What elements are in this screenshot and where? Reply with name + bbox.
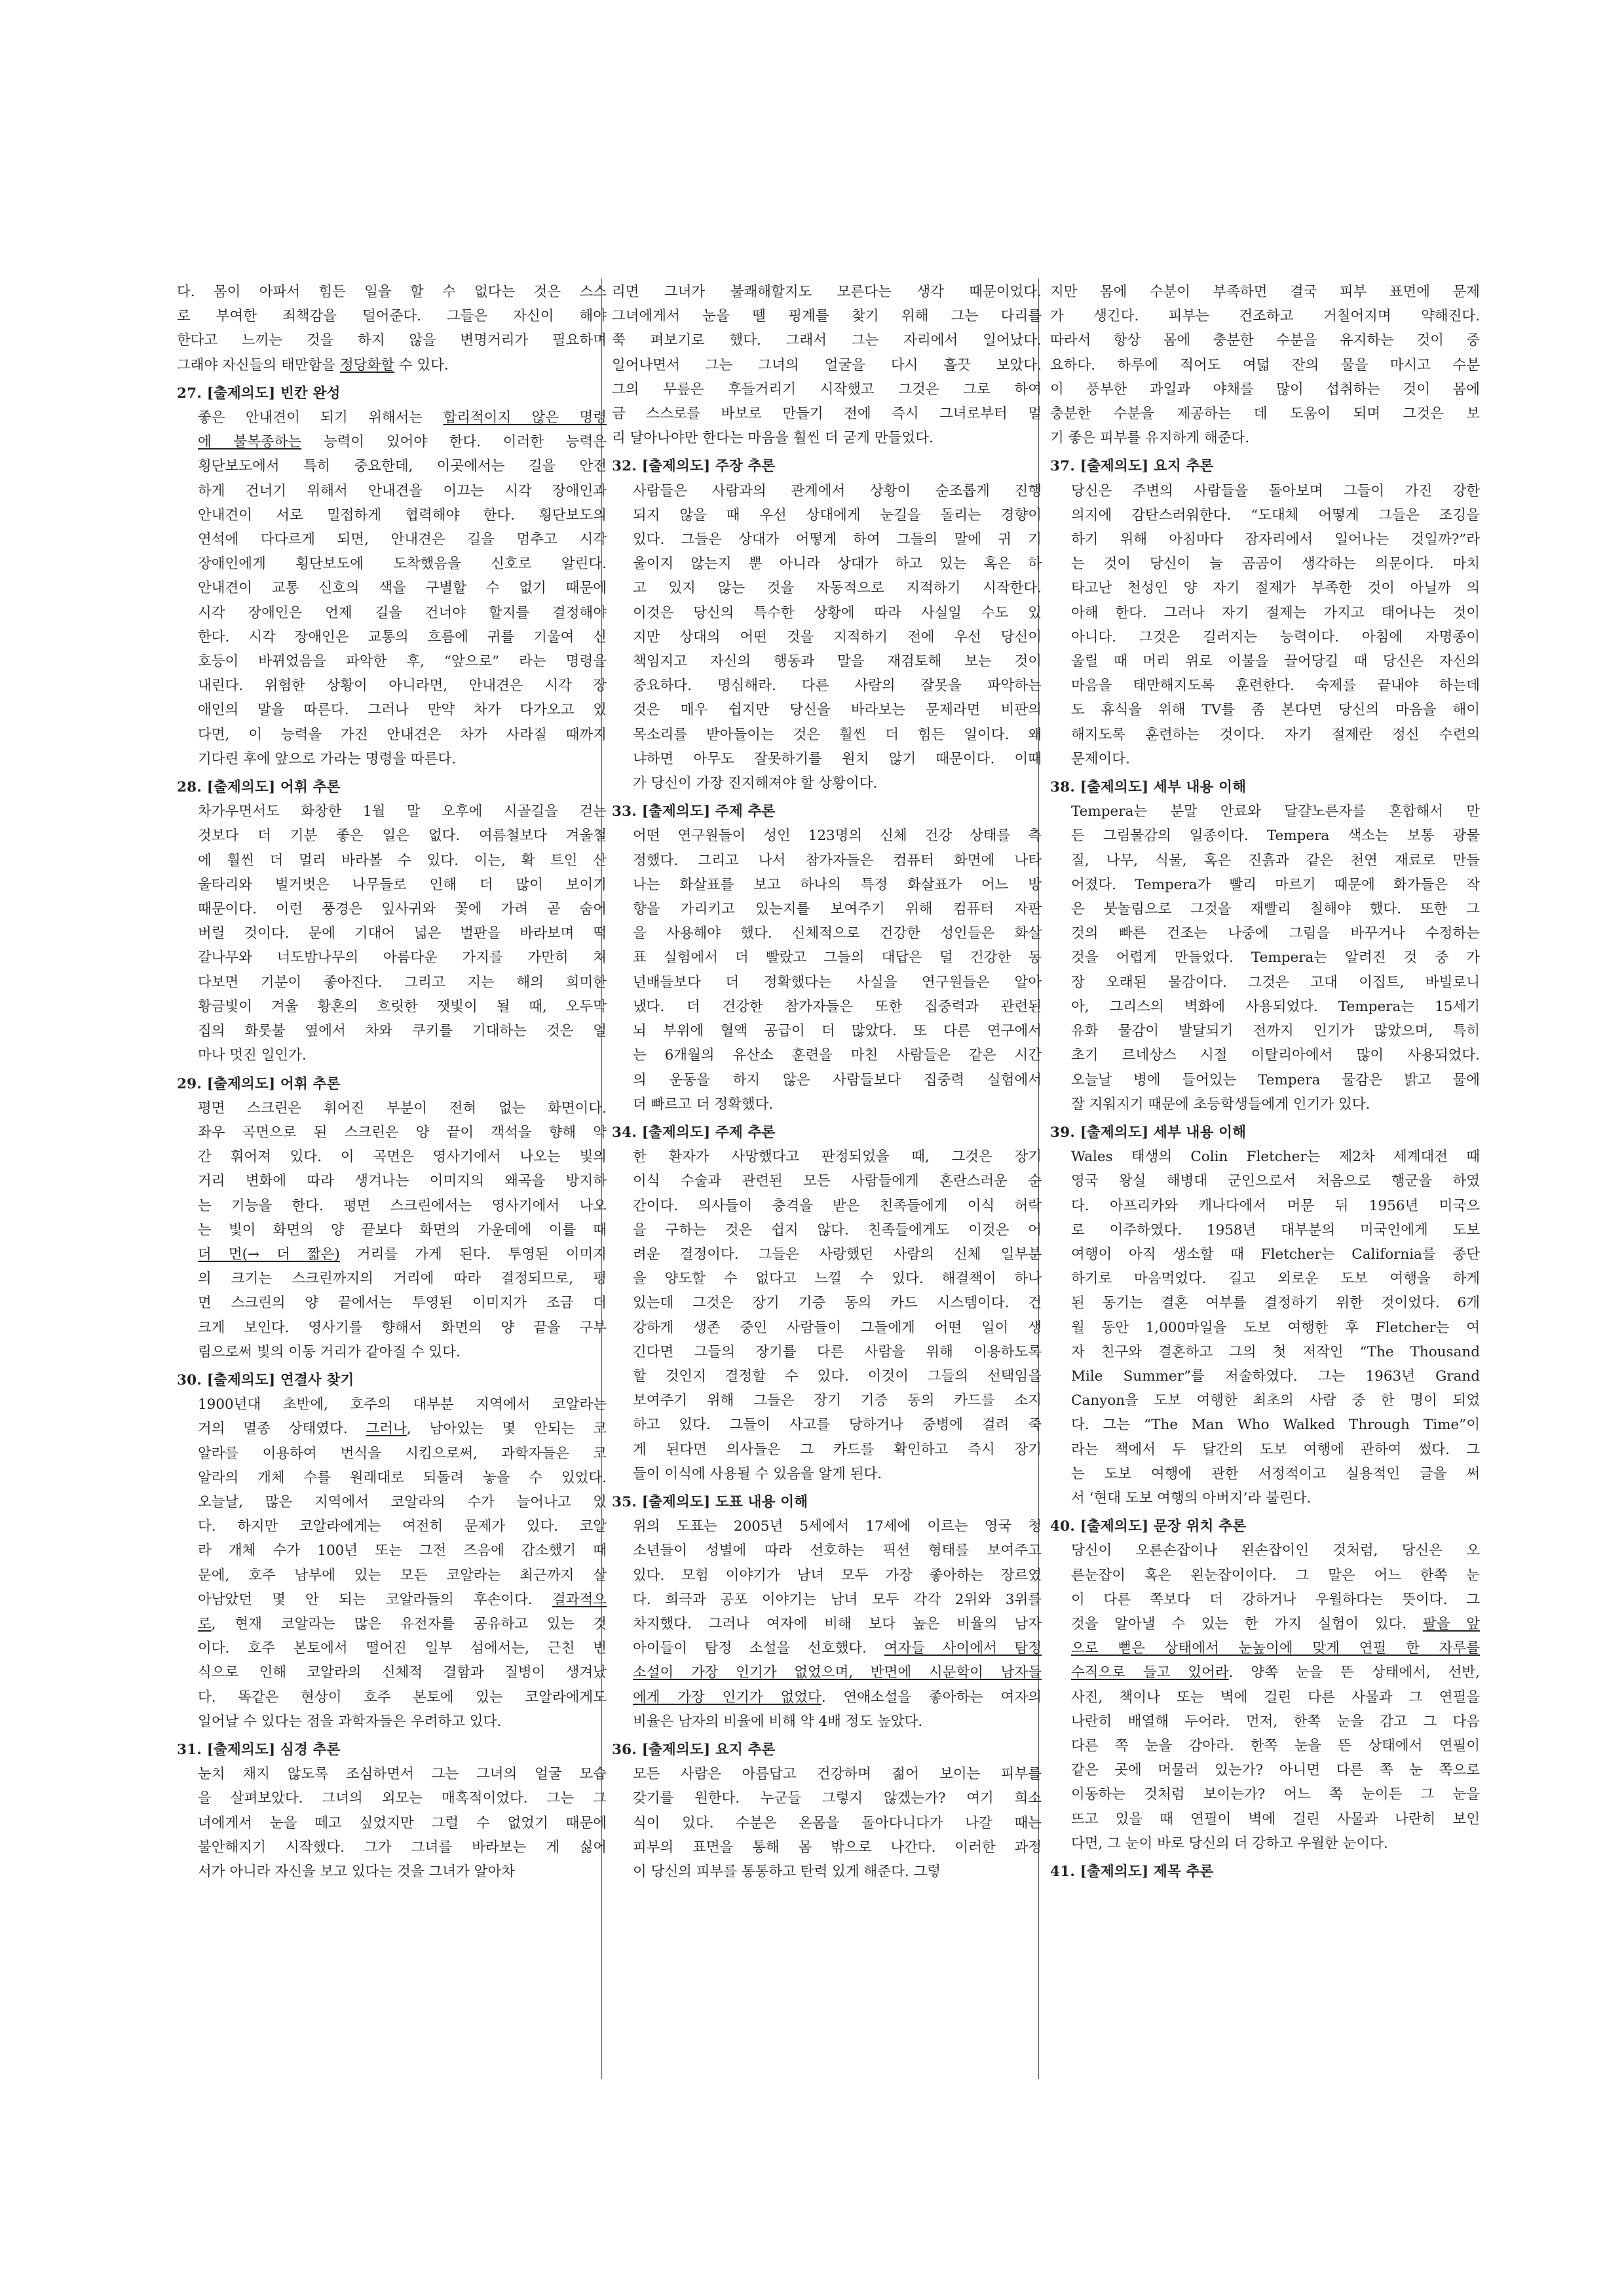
underlined-text: 팔을 앞 [1422, 1615, 1480, 1632]
text-line: 알라의 개체 수를 원래대로 되돌려 놓을 수 있었다. [198, 1469, 607, 1486]
text-line: 도 휴식을 위해 TV를 좀 본다면 당신의 마음을 해이 [1071, 702, 1480, 719]
text-segment: 아남았던 몇 안 되는 코알라들의 후손이다. [198, 1591, 552, 1608]
section-body [177, 1392, 607, 1734]
answer-section [1050, 454, 1480, 771]
section-body [612, 1514, 1042, 1734]
text-segment: . 연애소설을 좋아하는 여자의 [821, 1689, 1042, 1706]
text-line: 지만 상대의 어떤 것을 지적하기 전에 우선 당신이 [633, 628, 1042, 645]
text-line: 강하게 생존 중인 사람들이 그들에게 어떤 일이 생 [633, 1319, 1042, 1336]
text-line: 호등이 바뀌었음을 파악한 후, “앞으로” 라는 명령을 [198, 653, 607, 670]
text-segment: 그래야 자신들의 태만함을 [177, 356, 340, 373]
section-body [612, 1762, 1042, 1884]
text-line: 는 기능을 한다. 평면 스크린에서는 영사기에서 나오 [198, 1197, 607, 1214]
answer-section [612, 1738, 1042, 1884]
section-body [177, 1096, 607, 1364]
text-line [198, 1242, 607, 1267]
text-line: 아해 한다. 그러나 자기 절제는 가지고 태어나는 것이 [1071, 604, 1480, 621]
text-line: 하고 있다. 그들이 사고를 당하거나 중병에 걸려 죽 [633, 1417, 1042, 1434]
section-heading: 33. [출제의도] 주제 추론 [612, 803, 776, 820]
text-line: 식이 있다. 수분은 온몸을 돌아다니다가 나갈 때는 [633, 1814, 1042, 1831]
continued-passage [612, 280, 1042, 450]
text-line: 질, 나무, 식물, 혹은 진흙과 같은 천연 재료로 만들 [1071, 852, 1480, 869]
text-line: 여행이 아직 생소할 때 Fletcher는 California를 종단 [1071, 1246, 1480, 1263]
text-line: 때문이다. 이런 풍경은 잎사귀와 꽃에 가려 곧 숨어 [198, 901, 607, 918]
section-body [1050, 1539, 1480, 1856]
text-line: 이식 수술과 관련된 모든 사람들에게 혼란스러운 순 [633, 1173, 1042, 1190]
text-line: 냐하면 아무도 잘못하기를 원치 않기 때문이다. 이때 [633, 750, 1042, 767]
text-line: Tempera는 분말 안료와 달걀노른자를 혼합해서 만 [1071, 803, 1480, 820]
text-line: 잘 지워지기 때문에 초등학생들에게 인기가 있다. [1071, 1096, 1370, 1113]
text-line: Mile Summer”를 저술하였다. 그는 1963년 Grand [1071, 1368, 1480, 1385]
text-line: 금 스스로를 바보로 만들기 전에 즉시 그녀로부터 멀 [612, 406, 1042, 423]
section-heading: 32. [출제의도] 주장 추론 [612, 458, 776, 475]
text-line: 라는 책에서 두 달간의 도보 여행에 관하여 썼다. 그 [1071, 1441, 1480, 1458]
text-segment: . 양쪽 눈을 뜬 상태에서, 선반, [1228, 1664, 1480, 1681]
text-line: 알라를 이용하여 번식을 시킴으로써, 과학자들은 코 [198, 1445, 607, 1462]
text-line: 의지에 감탄스러워한다. “도대체 어떻게 그들은 조깅을 [1071, 507, 1480, 524]
section-body [612, 280, 1042, 450]
text-line: 일어나면서 그는 그녀의 얼굴을 다시 흘끗 보았다. [612, 356, 1042, 373]
text-line: 차지했다. 그러나 여자에 비해 보다 높은 비율의 남자 [633, 1615, 1042, 1632]
text-line: 이것은 당신의 특수한 상황에 따라 사실일 수도 있 [633, 604, 1042, 621]
text-line: 아니다. 그것은 길러지는 능력이다. 아침에 자명종이 [1071, 628, 1480, 645]
section-body [1050, 280, 1480, 450]
underlined-text: 에게 가장 인기가 없었다 [633, 1689, 821, 1706]
text-line: 쭉 펴보기로 했다. 그래서 그는 자리에서 일어났다. [612, 332, 1042, 349]
text-line: 는 도보 여행에 관한 서정적이고 실용적인 글을 써 [1071, 1465, 1480, 1482]
section-heading: 29. [출제의도] 어휘 추론 [177, 1075, 341, 1092]
text-segment: 수 있다. [394, 356, 449, 373]
section-heading: 35. [출제의도] 도표 내용 이해 [612, 1493, 808, 1510]
text-segment: , 현재 코알라는 많은 유전자를 공유하고 있는 것 [211, 1615, 607, 1632]
text-line: 1900년대 초반에, 호주의 대부분 지역에서 코알라는 [198, 1396, 607, 1413]
section-heading: 27. [출제의도] 빈칸 완성 [177, 385, 341, 402]
text-line: 간이다. 의사들이 충격을 받은 친족들에게 이식 허락 [633, 1197, 1042, 1214]
text-line: Wales 태생의 Colin Fletcher는 제2차 세계대전 때 [1071, 1149, 1480, 1166]
text-line: 녀에게서 눈을 떼고 싶었지만 그럴 수 없었기 때문에 [198, 1814, 607, 1831]
text-line: 지만 몸에 수분이 부족하면 결국 피부 표면에 문제 [1050, 284, 1480, 300]
text-line: 초기 르네상스 시절 이탈리아에서 많이 사용되었다. [1071, 1047, 1480, 1064]
underlined-text: 합리적이지 않은 명령 [443, 410, 607, 427]
text-line: 긴다면 그들의 장기를 다른 사람을 위해 이용하도록 [633, 1343, 1042, 1360]
text-line: 크게 보인다. 영사기를 향해서 화면의 양 끝을 구부 [198, 1319, 607, 1336]
text-line: Canyon을 도보 여행한 최초의 사람 중 한 명이 되었 [1071, 1392, 1480, 1409]
text-line: 고 있지 않는 것을 자동적으로 지적하기 시작한다. [633, 580, 1042, 597]
section-heading: 30. [출제의도] 연결사 찾기 [177, 1371, 354, 1388]
text-line: 이 풍부한 과일과 야채를 많이 섭취하는 것이 몸에 [1050, 381, 1480, 398]
text-line: 내린다. 위험한 상황이 아니라면, 안내견은 시각 장 [198, 678, 607, 695]
section-body [177, 406, 607, 771]
text-line: 월 동안 1,000마일을 도보 여행한 후 Fletcher는 여 [1071, 1319, 1480, 1336]
text-line [198, 1612, 607, 1636]
section-heading: 34. [출제의도] 주제 추론 [612, 1124, 776, 1141]
text-line: 다. 하지만 코알라에게는 여전히 문제가 있다. 코알 [198, 1518, 607, 1535]
underlined-text: 여자들 사이에서 탐정 [884, 1640, 1042, 1657]
continued-passage [1050, 280, 1480, 450]
text-line: 어떤 연구원들이 성인 123명의 신체 건강 상태를 측 [633, 828, 1042, 845]
text-line: 다. 희극과 공포 이야기는 남녀 모두 각각 2위와 3위를 [633, 1591, 1042, 1608]
text-line: 중요하다. 명심해라. 다른 사람의 잘못을 파악하는 [633, 678, 1042, 695]
text-segment: , 남아있는 몇 안되는 코 [406, 1421, 607, 1438]
underlined-text: 으로 뻗은 상태에서 눈높이에 맞게 연필 한 자루를 [1071, 1640, 1480, 1657]
text-line: 서 ‘현대 도보 여행의 아버지’라 불린다. [1071, 1489, 1312, 1506]
text-line: 울타리와 벌거벗은 나무들로 인해 더 많이 보이기 [198, 876, 607, 893]
text-line: 에 훨씬 더 멀리 바라볼 수 있다. 이는, 확 트인 산 [198, 852, 607, 869]
answer-section [1050, 1120, 1480, 1510]
text-line: 이 당신의 피부를 통통하고 탄력 있게 해준다. 그렇 [633, 1864, 941, 1880]
text-line: 당신이 오른손잡이나 왼손잡이인 것처럼, 당신은 오 [1071, 1542, 1480, 1559]
text-segment: 거리를 가게 된다. 투영된 이미지 [339, 1246, 607, 1263]
answer-section [612, 1490, 1042, 1734]
text-line: 한 환자가 사망했다고 판정되었을 때, 그것은 장기 [633, 1149, 1042, 1166]
text-line: 연석에 다다르게 되면, 안내견은 길을 멈추고 시각 [198, 531, 607, 548]
text-line: 하기 위해 아침마다 잠자리에서 일어나는 것일까?”라 [1071, 531, 1480, 548]
text-line: 냈다. 더 건강한 참가자들은 또한 집중력과 관련된 [633, 998, 1042, 1015]
section-heading: 36. [출제의도] 요지 추론 [612, 1741, 776, 1758]
text-line: 것의 빠른 건조는 나중에 그림을 바꾸거나 수정하는 [1071, 925, 1480, 942]
underlined-text: 그러나 [366, 1421, 407, 1438]
text-line: 장 오래된 물감이다. 그것은 고대 이집트, 바빌로니 [1071, 974, 1480, 991]
text-line: 들이 이식에 사용될 수 있음을 알게 된다. [633, 1465, 882, 1482]
section-body [1050, 799, 1480, 1117]
continued-passage [177, 280, 607, 377]
text-line: 것을 어렵게 만들었다. Tempera는 알려진 것 중 가 [1071, 949, 1480, 966]
text-line: 다. 아프리카와 캐나다에서 머문 뒤 1956년 미국으 [1071, 1197, 1480, 1214]
text-line: 문에, 호주 남부에 있는 모든 코알라는 최근까지 살 [198, 1567, 607, 1584]
text-column-left [177, 280, 607, 1884]
section-heading: 28. [출제의도] 어휘 추론 [177, 779, 341, 796]
text-line: 아, 그리스의 벽화에 사용되었다. Tempera는 15세기 [1071, 998, 1480, 1015]
text-line: 오늘날, 많은 지역에서 코알라의 수가 늘어나고 있 [198, 1493, 607, 1510]
answer-section [177, 775, 607, 1067]
text-line: 의 운동을 하지 않은 사람들보다 집중력 실험에서 [633, 1071, 1042, 1088]
text-line: 영국 왕실 해병대 군인으로서 처음으로 행군을 하였 [1071, 1173, 1480, 1190]
text-line: 눈치 채지 않도록 조심하면서 그는 그녀의 얼굴 모습 [198, 1766, 607, 1783]
section-heading: 41. [출제의도] 제목 추론 [1050, 1864, 1214, 1880]
text-line: 다른 쪽 눈을 감아라. 한쪽 눈을 뜬 상태에서 연필이 [1071, 1737, 1480, 1754]
text-line: 간 휘어져 있다. 이 곡면은 영사기에서 나오는 빛의 [198, 1149, 607, 1166]
text-line: 다면, 그 눈이 바로 당신의 더 강하고 우월한 눈이다. [1071, 1835, 1388, 1852]
text-line [198, 1588, 607, 1612]
answer-section [177, 1738, 607, 1884]
section-body [177, 280, 607, 377]
text-line: 유화 물감이 발달되기 전까지 인기가 많았으며, 특히 [1071, 1023, 1480, 1040]
text-line: 된 동기는 결혼 여부를 결정하기 위한 것이었다. 6개 [1071, 1295, 1480, 1312]
text-line: 것보다 더 기분 좋은 일은 없다. 여름철보다 겨울철 [198, 828, 607, 845]
text-line: 을 사용해야 했다. 신체적으로 건강한 성인들은 화살 [633, 925, 1042, 942]
text-line: 나는 화살표를 보고 하나의 특정 화살표가 어느 방 [633, 876, 1042, 893]
text-line: 울릴 때 머리 위로 이불을 끌어당길 때 당신은 자신의 [1071, 653, 1480, 670]
text-line: 황금빛이 겨울 황혼의 흐릿한 잿빛이 될 때, 오두막 [198, 998, 607, 1015]
text-line: 정했다. 그리고 나서 참가자들은 컴퓨터 화면에 나타 [633, 852, 1042, 869]
text-line: 나란히 배열해 두어라. 먼저, 한쪽 눈을 감고 그 다음 [1071, 1713, 1480, 1730]
text-line: 리면 그녀가 불쾌해할지도 모른다는 생각 때문이었다. [612, 284, 1042, 300]
text-line: 다. 그는 “The Man Who Walked Through Time”이 [1071, 1417, 1480, 1434]
text-line: 시각 장애인은 언제 길을 건너야 할지를 결정해야 [198, 604, 607, 621]
text-line: 문제이다. [1071, 750, 1130, 767]
text-line: 로 이주하였다. 1958년 대부분의 미국인에게 도보 [1071, 1221, 1480, 1238]
text-line: 타고난 천성인 양 자기 절제가 부족한 것이 아닐까 의 [1071, 580, 1480, 597]
text-line: 해지도록 훈련하는 것이다. 자기 절제란 정신 수련의 [1071, 726, 1480, 743]
text-line [633, 1685, 1042, 1710]
underlined-text: 결과적으 [552, 1591, 607, 1608]
answer-section [612, 1120, 1042, 1486]
text-line: 충분한 수분을 제공하는 데 도움이 되며 그것은 보 [1050, 406, 1480, 423]
text-segment: 능력이 있어야 한다. 이러한 능력은 [301, 434, 607, 451]
text-line: 을 구하는 것은 쉽지 않다. 친족들에게도 이것은 어 [633, 1221, 1042, 1238]
text-line: 다. 똑같은 현상이 호주 본토에 있는 코알라에게도 [198, 1689, 607, 1706]
text-line: 기다린 후에 앞으로 가라는 명령을 따른다. [198, 750, 457, 767]
text-line: 면 스크린의 양 끝에서는 투영된 이미지가 조금 더 [198, 1295, 607, 1312]
text-line: 을 양도할 수 없다고 느낄 수 있다. 해결책이 하나 [633, 1271, 1042, 1288]
answer-section [177, 381, 607, 771]
answer-section [177, 1072, 607, 1364]
text-column-middle [612, 280, 1042, 1884]
section-body [177, 799, 607, 1067]
underlined-text: 로 [198, 1615, 212, 1632]
text-line: 은 붓놀림으로 그것을 재빨리 칠해야 했다. 또한 그 [1071, 901, 1480, 918]
text-line: 일어날 수 있다는 점을 과학자들은 우려하고 있다. [198, 1713, 502, 1730]
text-line: 서가 아니라 자신을 보고 있다는 것을 그녀가 알아차 [198, 1864, 515, 1880]
text-line: 는 6개월의 유산소 훈련을 마친 사람들은 같은 시간 [633, 1047, 1042, 1064]
text-line: 있는데 그것은 장기 기증 동의 카드 시스템이다. 건 [633, 1295, 1042, 1312]
section-body [612, 1145, 1042, 1486]
text-line: 한다고 느끼는 것을 하지 않을 변명거리가 필요하며 [177, 332, 607, 349]
text-line: 라 개체 수가 100년 또는 그전 즈음에 감소했기 때 [198, 1542, 607, 1559]
text-line: 한다. 시각 장애인은 교통의 흐름에 귀를 기울여 신 [198, 628, 607, 645]
text-line [633, 1636, 1042, 1660]
text-line: 어졌다. Tempera가 빨리 마르기 때문에 화가들은 작 [1071, 876, 1480, 893]
text-line: 는 것이 당신이 늘 곰곰이 생각하는 의문이다. 마치 [1071, 556, 1480, 573]
text-line: 기 좋은 피부를 유지하게 해준다. [1050, 430, 1250, 447]
answer-section [177, 1368, 607, 1734]
text-segment: 것을 알아낼 수 있는 한 가지 실험이 있다. [1071, 1615, 1423, 1632]
underlined-text: 더 먼(→ 더 짧은) [198, 1246, 340, 1263]
text-line: 오늘날 병에 들어있는 Tempera 물감은 밝고 물에 [1071, 1071, 1480, 1088]
text-line: 집의 화롯불 옆에서 차와 쿠키를 기대하는 것은 얼 [198, 1023, 607, 1040]
text-line: 차가우면서도 화창한 1월 말 오후에 시골길을 걷는 [198, 803, 607, 820]
text-line: 다보면 기분이 좋아진다. 그리고 지는 해의 희미한 [198, 974, 607, 991]
section-heading: 40. [출제의도] 문장 위치 추론 [1050, 1518, 1247, 1535]
section-heading: 39. [출제의도] 세부 내용 이해 [1050, 1124, 1247, 1141]
text-line: 이동하는 것처럼 보이는가? 어느 쪽 눈이든 그 눈을 [1071, 1786, 1480, 1803]
answer-section [1050, 775, 1480, 1117]
text-line: 년배들보다 더 정확했다는 사실을 연구원들은 알아 [633, 974, 1042, 991]
text-line: 뇌 부위에 혈액 공급이 더 많았다. 또 다른 연구에서 [633, 1023, 1042, 1040]
text-line: 위의 도표는 2005년 5세에서 17세에 이르는 영국 청 [633, 1518, 1042, 1535]
text-line: 목소리를 받아들이는 것은 훨씬 더 힘든 일이다. 왜 [633, 726, 1042, 743]
text-line: 있다. 모험 이야기가 남녀 모두 가장 좋아하는 장르였 [633, 1567, 1042, 1584]
answer-section [1050, 1514, 1480, 1856]
text-line: 마나 멋진 일인가. [198, 1047, 307, 1064]
text-line [1071, 1636, 1480, 1660]
section-body [1050, 1145, 1480, 1510]
text-segment: 거의 멸종 상태였다. [198, 1421, 366, 1438]
text-line: 의 크기는 스크린까지의 거리에 따라 결정되므로, 평 [198, 1271, 607, 1288]
text-line: 요하다. 하루에 적어도 여덟 잔의 물을 마시고 수분 [1050, 356, 1480, 373]
text-line: 것은 매우 쉽지만 당신을 바라보는 문제라면 비판의 [633, 702, 1042, 719]
text-line: 림으로써 빛의 이동 거리가 같아질 수 있다. [198, 1343, 461, 1360]
text-line: 책임지고 자신의 행동과 말을 재검토해 보는 것이 [633, 653, 1042, 670]
text-line: 같은 곳에 머물러 있는가? 아니면 다른 쪽 눈 쪽으로 [1071, 1762, 1480, 1779]
text-line: 갖기를 원한다. 누군들 그렇지 않겠는가? 여기 희소 [633, 1790, 1042, 1807]
answer-section [612, 799, 1042, 1117]
text-line: 는 빛이 화면의 양 끝보다 화면의 가운데에 이를 때 [198, 1221, 607, 1238]
answer-section [612, 454, 1042, 795]
text-segment: 아이들이 탐정 소설을 선호했다. [633, 1640, 884, 1657]
underlined-text: 수직으로 들고 있어라 [1071, 1664, 1229, 1681]
text-line: 피부의 표면을 통해 몸 밖으로 나간다. 이러한 과정 [633, 1839, 1042, 1856]
text-line: 이 다른 쪽보다 더 강하거나 우월하다는 뜻이다. 그 [1071, 1591, 1480, 1608]
text-line: 표 실험에서 더 빨랐고 그들의 대답은 덜 건강한 동 [633, 949, 1042, 966]
underlined-text: 소설이 가장 인기가 없었으며, 반면에 시문학이 남자들 [633, 1664, 1042, 1681]
text-line: 사람들은 사람과의 관계에서 상황이 순조롭게 진행 [633, 482, 1042, 499]
section-heading: 37. [출제의도] 요지 추론 [1050, 458, 1214, 475]
text-line: 불안해지기 시작했다. 그가 그녀를 바라보는 게 싫어 [198, 1839, 607, 1856]
text-line: 다. 몸이 아파서 힘든 일을 할 수 없다는 것은 스스 [177, 284, 607, 300]
section-body [1050, 479, 1480, 771]
text-line: 가 당신이 가장 진지해져야 할 상황이다. [633, 775, 878, 792]
underlined-text: 정당화할 [339, 356, 395, 373]
text-line: 비율은 남자의 비율에 비해 약 4배 정도 높았다. [633, 1713, 923, 1730]
text-line: 할 것인지 결정할 수 있다. 이것이 그들의 선택임을 [633, 1368, 1042, 1385]
text-line: 안내견이 서로 밀접하게 협력해야 한다. 횡단보도의 [198, 507, 607, 524]
section-body [612, 479, 1042, 796]
text-line: 더 빠르고 더 정확했다. [633, 1096, 774, 1113]
text-line: 보여주기 위해 그들은 장기 기증 동의 카드를 소지 [633, 1392, 1042, 1409]
text-line: 되지 않을 때 우선 상대에게 눈길을 돌리는 경향이 [633, 507, 1042, 524]
text-line [198, 430, 607, 454]
text-line: 사진, 책이나 또는 벽에 걸린 다른 사물과 그 연필을 [1071, 1689, 1480, 1706]
text-line: 그의 무릎은 후들거리기 시작했고 그것은 그로 하여 [612, 381, 1042, 398]
text-line: 소년들이 성별에 따라 선호하는 픽션 형태를 보여주고 [633, 1542, 1042, 1559]
section-body [177, 1762, 607, 1884]
underlined-text: 에 불복종하는 [198, 434, 302, 451]
text-line: 든 그림물감의 일종이다. Tempera 색소는 보통 광물 [1071, 828, 1480, 845]
text-line: 좌우 곡면으로 된 스크린은 양 끝이 객석을 향해 약 [198, 1124, 607, 1141]
text-column-right [1050, 280, 1480, 1884]
text-line: 하게 건너기 위해서 안내견을 이끄는 시각 장애인과 [198, 482, 607, 499]
text-line: 가 생긴다. 피부는 건조하고 거칠어지며 약해진다. [1050, 308, 1480, 325]
text-line: 이다. 호주 본토에서 떨어진 일부 섬에서는, 근친 번 [198, 1640, 607, 1657]
text-line: 뜨고 있을 때 연필이 벽에 걸린 사물과 나란히 보인 [1071, 1810, 1480, 1827]
text-line: 당신은 주변의 사람들을 돌아보며 그들이 가진 강한 [1071, 482, 1480, 499]
text-line: 있다. 그들은 상대가 어떻게 하여 그들의 말에 귀 기 [633, 531, 1042, 548]
text-line: 거리 변화에 따라 생겨나는 이미지의 왜곡을 방지하 [198, 1173, 607, 1190]
text-line: 을 살펴보았다. 그녀의 외모는 매혹적이었다. 그는 그 [198, 1790, 607, 1807]
section-heading: 31. [출제의도] 심경 추론 [177, 1741, 341, 1758]
text-line: 모든 사람은 아름답고 건강하며 젊어 보이는 피부를 [633, 1766, 1042, 1783]
text-segment: 좋은 안내견이 되기 위해서는 [198, 410, 444, 427]
text-line [1071, 1660, 1480, 1685]
text-line [1071, 1612, 1480, 1636]
text-line: 그녀에게서 눈을 뗄 핑계를 찾기 위해 그는 다리를 [612, 308, 1042, 325]
text-line: 자 친구와 결혼하고 그의 첫 저작인 “The Thousand [1071, 1343, 1480, 1360]
text-line: 울이지 않는지 뿐 아니라 상대가 하고 있는 혹은 하 [633, 556, 1042, 573]
text-line: 하기로 마음먹었다. 길고 외로운 도보 여행을 하게 [1071, 1271, 1480, 1288]
text-line: 안내견이 교통 신호의 색을 구별할 수 없기 때문에 [198, 580, 607, 597]
text-line: 려운 결정이다. 그들은 사랑했던 사람의 신체 일부분 [633, 1246, 1042, 1263]
section-heading: 38. [출제의도] 세부 내용 이해 [1050, 779, 1247, 796]
text-line: 따라서 항상 몸에 충분한 수분을 유지하는 것이 중 [1050, 332, 1480, 349]
answer-section [1050, 1860, 1480, 1884]
text-line [177, 353, 607, 377]
text-line: 버릴 것이다. 문에 기대어 넓은 벌판을 바라보며 떡 [198, 925, 607, 942]
text-line: 횡단보도에서 특히 중요한데, 이곳에서는 길을 안전 [198, 458, 607, 475]
text-line [633, 1660, 1042, 1685]
text-line: 마음을 태만해지도록 훈련한다. 숙제를 끝내야 하는데 [1071, 678, 1480, 695]
text-line: 로 부여한 죄책감을 덜어준다. 그들은 자신이 해야 [177, 308, 607, 325]
text-line: 애인의 말을 따른다. 그러나 만약 차가 다가오고 있 [198, 702, 607, 719]
text-line: 식으로 인해 코알라의 신체적 결함과 질병이 생겨났 [198, 1664, 607, 1681]
section-body [612, 824, 1042, 1116]
text-line: 다면, 이 능력을 가진 안내견은 차가 사라질 때까지 [198, 726, 607, 743]
text-line: 른눈잡이 혹은 왼눈잡이이다. 그 말은 어느 한쪽 눈 [1071, 1567, 1480, 1584]
text-line: 리 달아나야만 한다는 마음을 훨씬 더 굳게 만들었다. [612, 430, 934, 447]
text-line: 향을 가리키고 있는지를 보여주기 위해 컴퓨터 자판 [633, 901, 1042, 918]
text-line [198, 1417, 607, 1441]
text-line [198, 406, 607, 430]
text-line: 평면 스크린은 휘어진 부분이 전혀 없는 화면이다. [198, 1100, 607, 1117]
text-line: 게 된다면 의사들은 그 카드를 확인하고 즉시 장기 [633, 1441, 1042, 1458]
text-line: 장애인에게 횡단보도에 도착했음을 신호로 알린다. [198, 556, 607, 573]
text-line: 갈나무와 너도밤나무의 아름다운 가지를 가만히 쳐 [198, 949, 607, 966]
